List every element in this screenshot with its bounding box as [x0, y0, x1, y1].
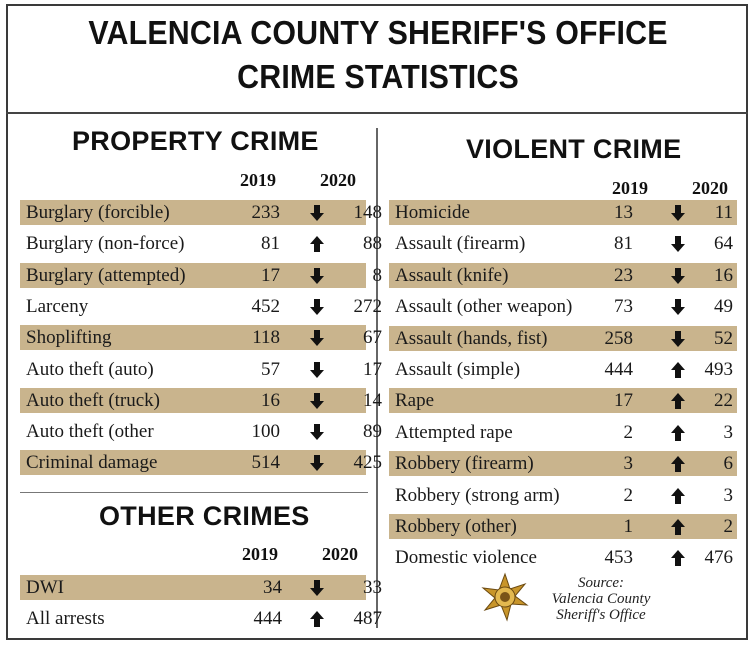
- value-2019: 444: [253, 608, 282, 629]
- value-2019: 57: [261, 359, 280, 380]
- value-2019: 452: [251, 296, 280, 317]
- source-line-2: Valencia County: [551, 591, 651, 607]
- value-2020: 49: [714, 296, 733, 317]
- value-2020: 272: [353, 296, 382, 317]
- violent-table-row: [389, 545, 737, 570]
- crime-label: Attempted rape: [395, 422, 513, 443]
- value-2020: 11: [714, 202, 733, 223]
- value-2019: 100: [251, 421, 280, 442]
- other-year-2020: 2020: [322, 544, 358, 564]
- value-2020: 3: [723, 422, 733, 443]
- value-2020: 3: [723, 485, 733, 506]
- violent-year-2020: 2020: [692, 178, 728, 198]
- value-2019: 17: [261, 265, 280, 286]
- value-2019: 3: [623, 453, 633, 474]
- value-2019: 444: [604, 359, 633, 380]
- crime-label: Assault (knife): [395, 265, 509, 286]
- crime-label: Domestic violence: [395, 547, 537, 568]
- violent-year-2019: 2019: [612, 178, 648, 198]
- crime-label: Assault (other weapon): [395, 296, 573, 317]
- property-table-row: [20, 263, 382, 288]
- value-2020: 2: [723, 516, 733, 537]
- crime-label: Burglary (attempted): [26, 265, 186, 286]
- source-line-1: Source:: [577, 575, 625, 591]
- crime-label: Shoplifting: [26, 327, 112, 348]
- crime-label: Auto theft (other: [26, 421, 154, 442]
- value-2020: 88: [363, 233, 382, 254]
- sheriff-star-icon: [480, 572, 530, 622]
- crime-label: Burglary (non-force): [26, 233, 185, 254]
- crime-label: DWI: [26, 577, 64, 598]
- crime-label: Assault (hands, fist): [395, 328, 548, 349]
- violent-table-row: [389, 231, 737, 256]
- other-crimes-divider: [20, 492, 368, 493]
- violent-crime-heading: VIOLENT CRIME: [466, 134, 682, 164]
- property-table-row: [20, 325, 382, 350]
- violent-table-row: [389, 357, 737, 382]
- violent-table-row: [389, 483, 737, 508]
- value-2019: 514: [251, 452, 280, 473]
- title-line-1: VALENCIA COUNTY SHERIFF'S OFFICE: [88, 14, 668, 51]
- source-line-3: Sheriff's Office: [556, 607, 646, 623]
- value-2019: 258: [604, 328, 633, 349]
- other-table-row: [20, 606, 382, 631]
- value-2020: 476: [704, 547, 733, 568]
- violent-table-row: [389, 514, 737, 539]
- violent-table-row: [389, 200, 737, 225]
- value-2019: 453: [604, 547, 633, 568]
- value-2019: 13: [614, 202, 633, 223]
- property-table-row: [20, 388, 382, 413]
- property-table-row: [20, 357, 382, 382]
- title-line-2: CRIME STATISTICS: [237, 58, 519, 95]
- value-2019: 34: [263, 577, 282, 598]
- crime-label: Auto theft (auto): [26, 359, 154, 380]
- property-table-row: [20, 200, 382, 225]
- value-2020: 16: [714, 265, 733, 286]
- crime-label: Burglary (forcible): [26, 202, 170, 223]
- value-2020: 487: [353, 608, 382, 629]
- value-2019: 2: [623, 422, 633, 443]
- value-2020: 14: [363, 390, 382, 411]
- value-2020: 67: [363, 327, 382, 348]
- value-2019: 17: [614, 390, 633, 411]
- crime-label: Rape: [395, 390, 435, 411]
- property-table-row: [20, 294, 382, 319]
- value-2019: 2: [623, 485, 633, 506]
- value-2020: 148: [353, 202, 382, 223]
- crime-label: Assault (simple): [395, 359, 521, 380]
- property-year-2019: 2019: [240, 170, 276, 190]
- violent-table-row: [389, 451, 737, 476]
- crime-label: Homicide: [395, 202, 470, 223]
- value-2019: 233: [251, 202, 280, 223]
- crime-label: Auto theft (truck): [26, 390, 161, 411]
- crime-label: Robbery (other): [395, 516, 517, 537]
- violent-table-row: [389, 420, 737, 445]
- violent-table-row: [389, 326, 737, 351]
- value-2020: 52: [714, 328, 733, 349]
- property-table-row: [20, 450, 382, 475]
- value-2019: 81: [614, 233, 633, 254]
- title-divider: [6, 112, 748, 114]
- value-2019: 118: [252, 327, 280, 348]
- violent-table-row: [389, 388, 737, 413]
- property-table-row: [20, 419, 382, 444]
- other-year-2019: 2019: [242, 544, 278, 564]
- crime-label: Assault (firearm): [395, 233, 526, 254]
- value-2020: 33: [363, 577, 382, 598]
- crime-label: Larceny: [26, 296, 89, 317]
- value-2020: 17: [363, 359, 382, 380]
- crime-label: Robbery (strong arm): [395, 485, 560, 506]
- value-2019: 16: [261, 390, 280, 411]
- value-2020: 493: [704, 359, 733, 380]
- value-2019: 23: [614, 265, 633, 286]
- value-2019: 73: [614, 296, 633, 317]
- value-2020: 8: [372, 265, 382, 286]
- crime-label: All arrests: [26, 608, 105, 629]
- crime-label: Robbery (firearm): [395, 453, 534, 474]
- violent-table-row: [389, 263, 737, 288]
- value-2020: 425: [353, 452, 382, 473]
- crime-label: Criminal damage: [26, 452, 158, 473]
- value-2020: 89: [363, 421, 382, 442]
- property-table-row: [20, 231, 382, 256]
- value-2019: 81: [261, 233, 280, 254]
- other-crimes-heading: OTHER CRIMES: [99, 501, 310, 531]
- property-crime-heading: PROPERTY CRIME: [72, 126, 319, 156]
- other-table-row: [20, 575, 382, 600]
- value-2020: 6: [723, 453, 733, 474]
- value-2019: 1: [623, 516, 633, 537]
- violent-table-row: [389, 294, 737, 319]
- property-year-2020: 2020: [320, 170, 356, 190]
- value-2020: 64: [714, 233, 733, 254]
- value-2020: 22: [714, 390, 733, 411]
